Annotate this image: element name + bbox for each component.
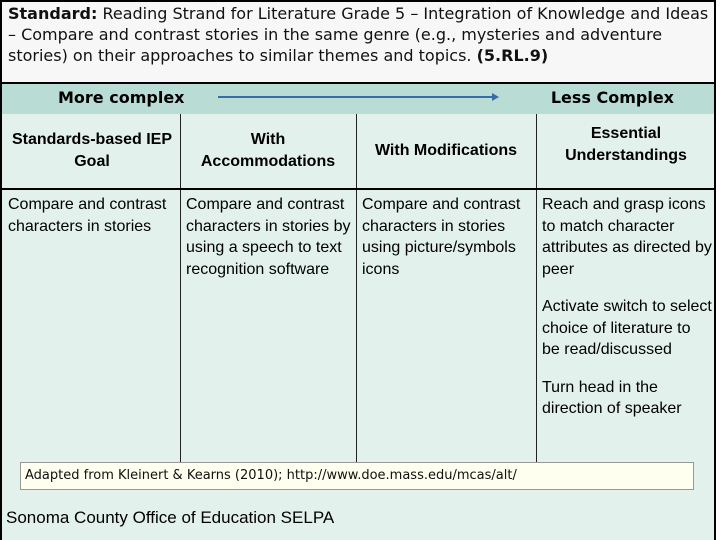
iep-goal-cell: Compare and contrast characters in stories	[8, 196, 167, 235]
complexity-arrow	[218, 96, 496, 98]
header-divider	[2, 188, 716, 190]
footer-org: Sonoma County Office of Education SELPA	[6, 508, 335, 527]
standard-code: (5.RL.9)	[476, 46, 549, 65]
source-credit: Adapted from Kleinert & Kearns (2010); http://www.doe.mass.edu/mcas/alt/	[20, 462, 694, 490]
essential-understandings-cell	[542, 194, 712, 436]
header-essential-understandings: Essential Understandings	[565, 125, 687, 164]
understanding-item: Reach and grasp icons to match character attributes as directed by peer	[542, 196, 712, 278]
continuum-table	[0, 114, 716, 540]
standard-label: Standard:	[8, 4, 98, 23]
scale-right-label: Less Complex	[550, 88, 674, 107]
accommodations-cell: Compare and contrast characters in stories by using a speech to text recognition software	[186, 196, 351, 278]
arrow-head-icon	[492, 93, 499, 101]
column-divider	[536, 114, 537, 478]
header-accommodations: With Accommodations	[200, 131, 336, 170]
standard-text: Reading Strand for Literature Grade 5 – Integration of Knowledge and Ideas – Compare and contrast stories in the same genre (e.g., mysteries and adventure stories) on their approaches to similar themes and topics.	[8, 4, 709, 65]
header-modifications: With Modifications	[374, 142, 518, 159]
standard-statement	[0, 0, 716, 84]
column-divider	[356, 114, 357, 478]
understanding-item: Turn head in the direction of speaker	[542, 378, 682, 417]
header-iep-goal: Standards-based IEP Goal	[11, 131, 173, 170]
column-divider	[180, 114, 181, 478]
understanding-item: Activate switch to select choice of literature to be read/discussed	[542, 298, 712, 358]
modifications-cell: Compare and contrast characters in stories using picture/symbols icons	[362, 196, 521, 278]
scale-left-label: More complex	[58, 88, 185, 107]
